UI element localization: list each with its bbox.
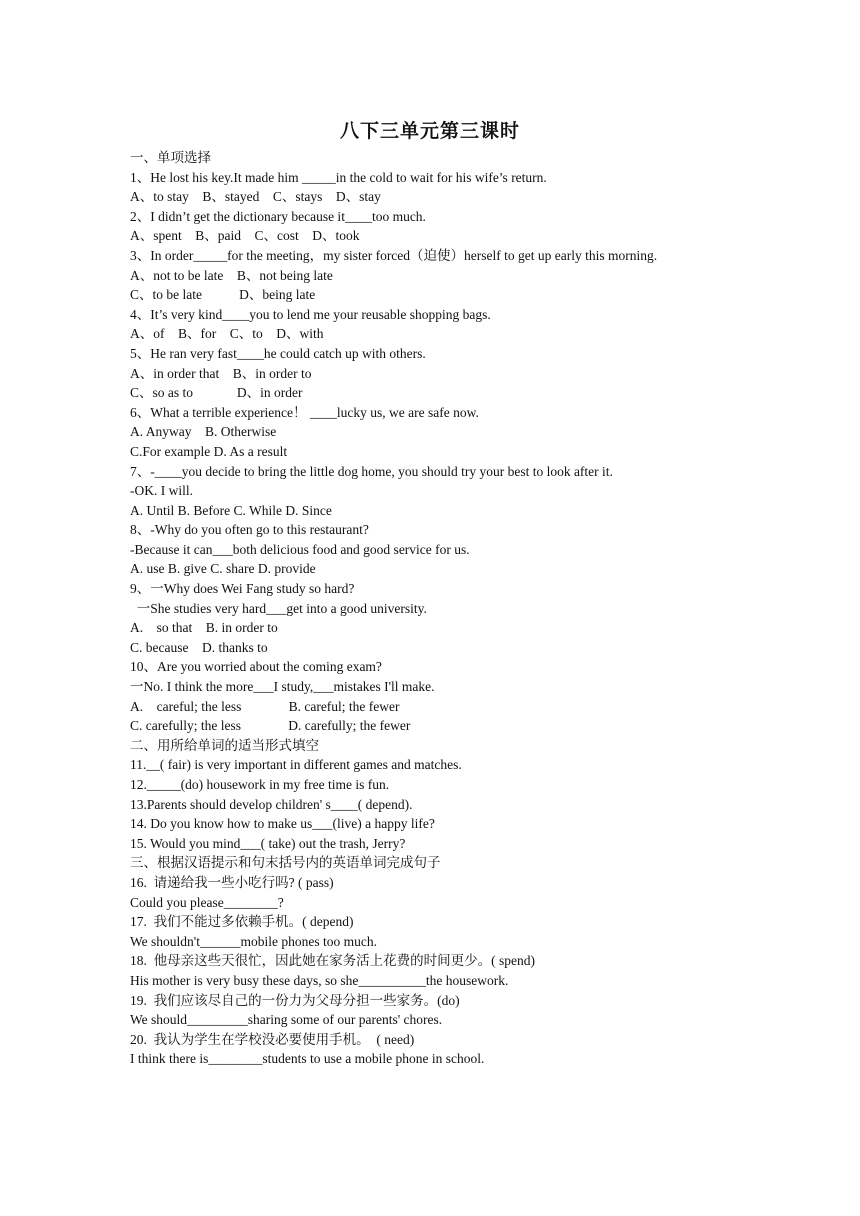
text-line: A、of B、for C、to D、with xyxy=(130,326,324,342)
text-line: A. Anyway B. Otherwise xyxy=(130,424,277,440)
text-line: 7、-____you decide to bring the little dog home, you should try your best to look after it. xyxy=(130,463,613,479)
text-line: 1、He lost his key.It made him _____in the cold to wait for his wife’s return. xyxy=(130,169,547,185)
text-line: 18. 他母亲这些天很忙，因此她在家务活上花费的时间更少。( spend) xyxy=(130,953,535,969)
text-line: A、not to be late B、not being late xyxy=(130,267,333,283)
text-line: His mother is very busy these days, so she__________the housework. xyxy=(130,972,509,988)
text-line: 8、-Why do you often go to this restaurant? xyxy=(130,522,369,538)
text-line: 11.__( fair) is very important in different games and matches. xyxy=(130,757,462,773)
text-line: 16. 请递给我一些小吃行吗? ( pass) xyxy=(130,874,334,890)
text-line: -Because it can___both delicious food and good service for us. xyxy=(130,541,470,557)
text-line: A. use B. give C. share D. provide xyxy=(130,561,316,577)
text-line: 15. Would you mind___( take) out the trash, Jerry? xyxy=(130,835,406,851)
text-line: A. careful; the less B. careful; the fewer xyxy=(130,698,400,714)
text-line: 三、根据汉语提示和句末括号内的英语单词完成句子 xyxy=(130,855,441,871)
text-line: 10、Are you worried about the coming exam? xyxy=(130,659,382,675)
text-line: 5、He ran very fast____he could catch up with others. xyxy=(130,345,426,361)
text-line: Could you please________? xyxy=(130,894,284,910)
text-line: 12._____(do) housework in my free time is fun. xyxy=(130,777,390,792)
text-line: 14. Do you know how to make us___(live) a happy life? xyxy=(130,816,435,832)
text-line: 2、I didn’t get the dictionary because it____too much. xyxy=(130,208,426,224)
text-line: 19. 我们应该尽自己的一份力为父母分担一些家务。(do) xyxy=(130,992,460,1008)
page-title: 八下三单元第三课时 xyxy=(339,121,520,142)
text-line: We should_________sharing some of our parents' chores. xyxy=(130,1012,443,1028)
text-line: 17. 我们不能过多依赖手机。( depend) xyxy=(130,914,354,930)
text-line: C. carefully; the less D. carefully; the fewer xyxy=(130,718,411,734)
text-line: I think there is________students to use a mobile phone in school. xyxy=(130,1051,485,1067)
text-line: 一No. I think the more___I study,___mistakes I'll make. xyxy=(130,679,435,695)
text-line: C、to be late D、being late xyxy=(130,287,316,303)
text-line: 4、It’s very kind____you to lend me your reusable shopping bags. xyxy=(130,306,491,322)
text-line: -OK. I will. xyxy=(130,483,193,499)
text-line: A、to stay B、stayed C、stays D、stay xyxy=(130,189,381,205)
text-line: C、so as to D、in order xyxy=(130,385,303,401)
text-line: 一、单项选择 xyxy=(130,150,211,165)
text-line: A、spent B、paid C、cost D、took xyxy=(130,228,360,244)
text-line: A. so that B. in order to xyxy=(130,620,278,636)
text-line: A. Until B. Before C. While D. Since xyxy=(130,502,332,518)
text-line: 13.Parents should develop children' s____( depend). xyxy=(130,796,413,812)
text-line: We shouldn't______mobile phones too much. xyxy=(130,933,377,949)
text-line: 3、In order_____for the meeting，my sister forced（迫使）herself to get up early this morning. xyxy=(130,247,658,263)
text-line: C. because D. thanks to xyxy=(130,639,268,655)
text-line: 一She studies very hard___get into a good university. xyxy=(130,600,427,616)
text-line: 6、What a terrible experience！ ____lucky us, we are safe now. xyxy=(130,404,479,420)
text-line: 20. 我认为学生在学校没必要使用手机。 ( need) xyxy=(130,1031,415,1047)
text-line: A、in order that B、in order to xyxy=(130,365,312,381)
worksheet-body xyxy=(130,148,770,1069)
text-line: C.For example D. As a result xyxy=(130,443,288,459)
text-line: 9、一Why does Wei Fang study so hard? xyxy=(130,581,355,597)
text-line: 二、用所给单词的适当形式填空 xyxy=(130,737,319,753)
